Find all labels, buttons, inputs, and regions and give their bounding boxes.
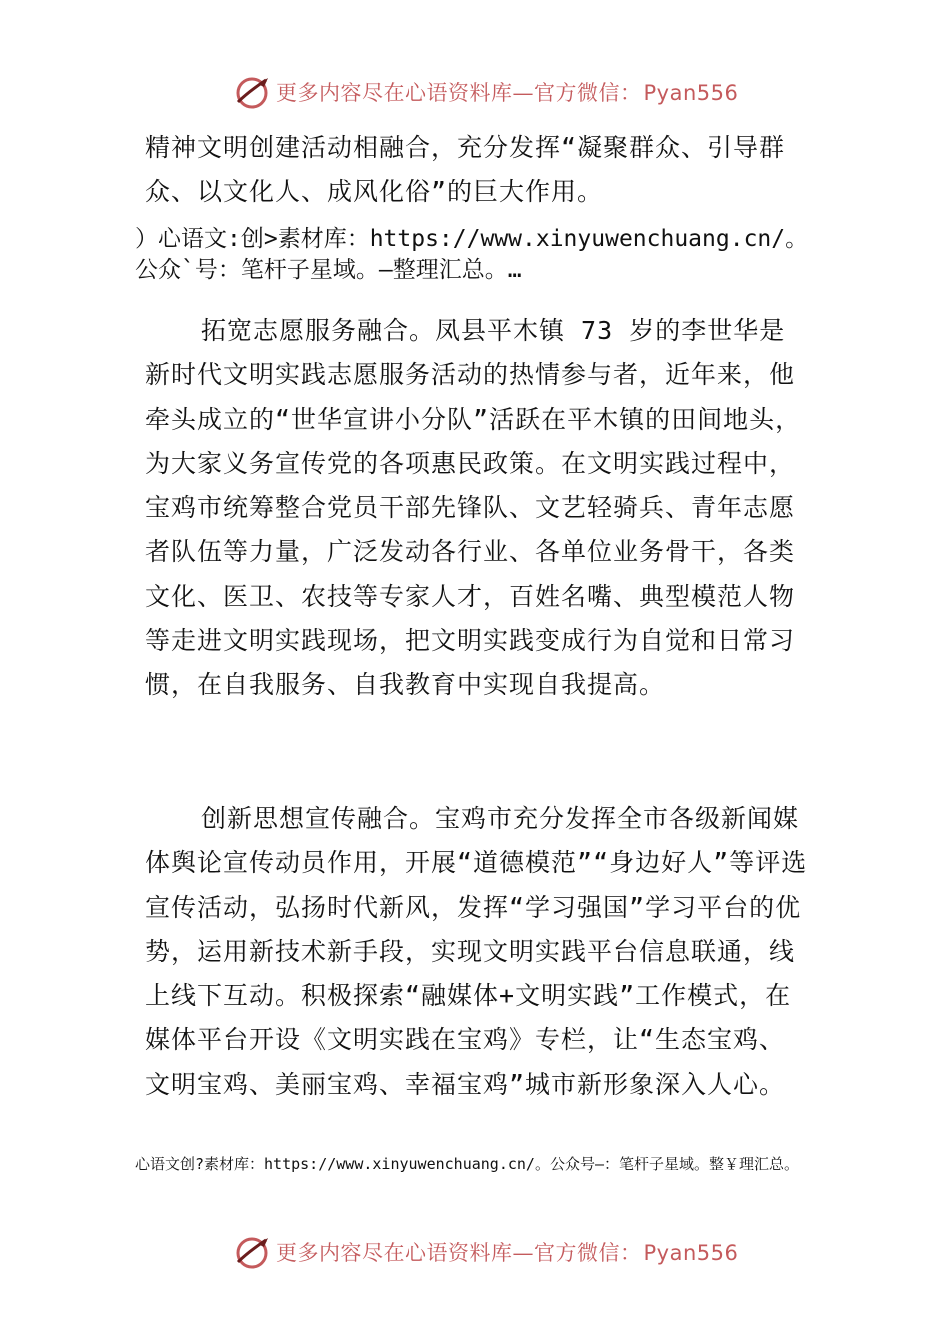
paragraph-text: 创新思想宣传融合。宝鸡市充分发挥全市各级新闻媒体舆论宣传动员作用，开展“道德模范”“身边好人”等评选宣传活动，弘扬时代新风，发挥“学习强国”学习平台的优势，运用新技术新手段，实现文明实践平台信息联通，线上线下互动。积极探索“融媒体+文明实践”工作模式，在媒体平台开设《文明实践在宝鸡》专栏，让“生态宝鸡、文明宝鸡、美丽宝鸡、幸福宝鸡”城市新形象深入人心。 — [145, 804, 808, 1099]
watermark-logo-icon — [232, 1232, 272, 1272]
watermark-text — [276, 1237, 738, 1267]
watermark-logo-icon — [232, 72, 272, 112]
watermark-text — [276, 77, 738, 107]
footer-note: 心语文创?素材库：https://www.xinyuwenchuang.cn/。公众号—：笔杆子星域。整￥理汇总。 — [135, 1155, 799, 1173]
watermark-label: 更多内容尽在心语资料库—官方微信： — [276, 81, 642, 105]
footer-watermark — [232, 1232, 739, 1272]
paragraph-volunteer-service — [145, 309, 810, 708]
watermark-account: Pyan556 — [643, 1241, 739, 1265]
watermark-account: Pyan556 — [643, 81, 739, 105]
paragraph-text: 精神文明创建活动相融合，充分发挥“凝聚群众、引导群众、以文化人、成风化俗”的巨大作用。 — [145, 133, 786, 207]
header-watermark — [232, 72, 739, 112]
paragraph-thought-propaganda — [145, 797, 810, 1107]
paragraph-continuation — [145, 126, 810, 215]
paragraph-text: 拓宽志愿服务融合。凤县平木镇 73 岁的李世华是新时代文明实践志愿服务活动的热情参与者，近年来，他牵头成立的“世华宣讲小分队”活跃在平木镇的田间地头，为大家义务宣传党的各项惠民政策。在文明实践过程中，宝鸡市统筹整合党员干部先锋队、文艺轻骑兵、青年志愿者队伍等力量，广泛发动各行业、各单位业务骨干，各类文化、医卫、农技等专家人才，百姓名嘴、典型模范人物等走进文明实践现场，把文明实践变成行为自觉和日常习惯，在自我服务、自我教育中实现自我提高。 — [145, 316, 802, 700]
watermark-label: 更多内容尽在心语资料库—官方微信： — [276, 1241, 642, 1265]
inserted-note: ）心语文:创>素材库：https://www.xinyuwenchuang.cn/。公众`号：笔杆子星域。—整理汇总。… — [135, 226, 809, 283]
